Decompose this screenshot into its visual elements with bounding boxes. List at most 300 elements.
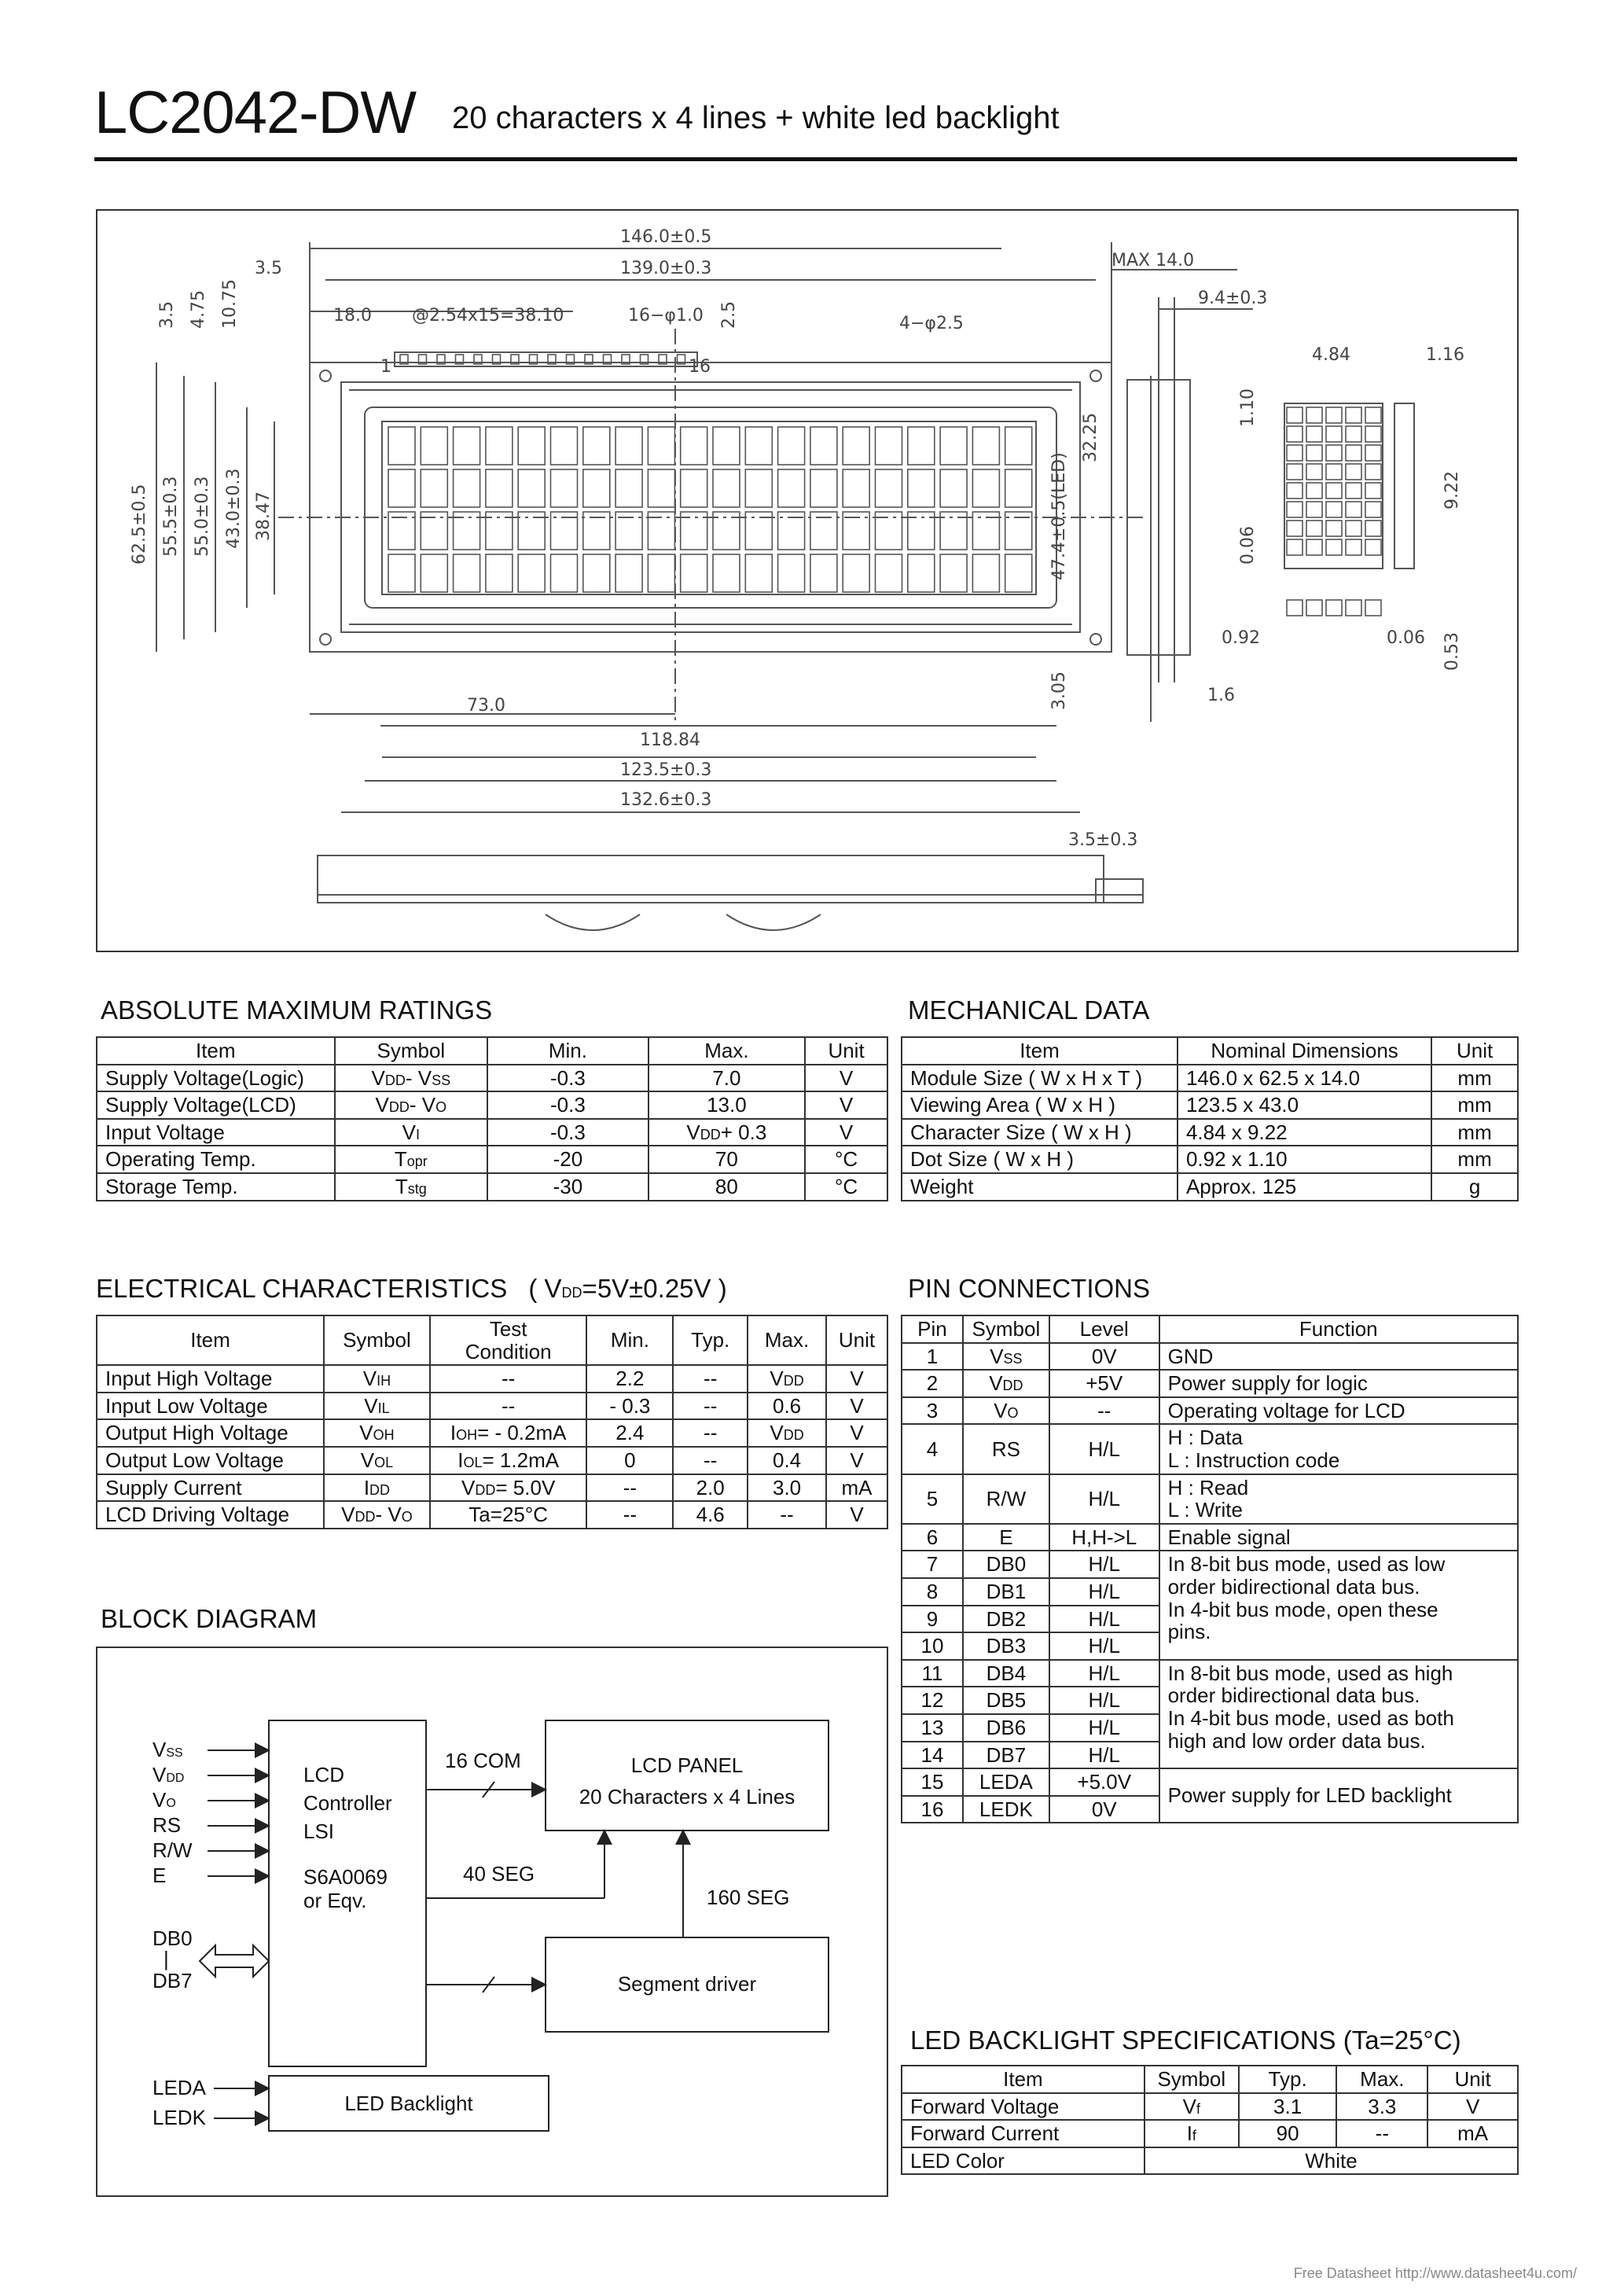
function-line2: L : Write [1167,1498,1243,1522]
level-cell: +5.0V [1049,1768,1159,1796]
table-row [97,1474,887,1502]
sym-main: RS [991,1437,1020,1461]
ledk-label: LEDK [152,2106,206,2129]
item-cell: Input High Voltage [97,1365,324,1393]
header-cell: Max. [648,1037,806,1065]
condition-cell [430,1419,587,1447]
block-diagram [97,1648,887,2195]
header-rule [94,157,1517,161]
item-cell: LCD Driving Voltage [97,1501,324,1529]
seg40-label: 40 SEG [463,1862,535,1886]
typ-cell: -- [673,1393,748,1420]
item-cell: Supply Voltage(LCD) [97,1091,335,1119]
header-line2: Condition [465,1339,552,1363]
table-row [97,1065,887,1092]
unit-cell: V [805,1065,887,1092]
mount-hole-tl [320,370,331,381]
sym-main: DB5 [986,1688,1027,1713]
char-cell [843,427,869,465]
char-cell [908,554,935,592]
pin-cell: 4 [902,1424,963,1474]
symbol-cell [335,1065,488,1092]
header-cell: Function [1159,1315,1518,1343]
dim-94: 9.4±0.3 [1198,289,1268,308]
cond-main: V [461,1475,476,1499]
min-cell: 2.4 [586,1419,673,1447]
max-cell [748,1447,826,1474]
header-cell: Symbol [1145,2066,1239,2093]
level-cell: 0V [1049,1796,1159,1823]
char-cell [876,554,902,592]
controller-line2: Controller [303,1791,392,1815]
cond-sub: OH [456,1427,478,1444]
char-cell [681,554,707,592]
char-cell [778,427,805,465]
mech-title: MECHANICAL DATA [908,995,1150,1025]
mechanical-drawing-frame [96,209,1519,952]
sym-main: T [395,1174,408,1198]
sym-main: I [1186,2121,1192,2146]
level-cell: H/L [1049,1474,1159,1524]
block-diagram-frame [96,1647,888,2197]
char-cell [713,554,740,592]
dot-cell [1365,483,1381,499]
dot-cell [1326,483,1342,499]
function-line: In 4-bit bus mode, open these [1167,1597,1438,1621]
char-cell [421,554,447,592]
dot-cell [1326,445,1342,461]
min-cell: -- [586,1501,673,1529]
color-cell: White [1145,2147,1518,2175]
led-table [901,2065,1519,2175]
dot-cell [1306,539,1322,555]
item-cell: Supply Voltage(Logic) [97,1065,335,1092]
header-cell: Item [902,1037,1178,1065]
function-line: In 8-bit bus mode, used as high [1167,1661,1453,1685]
sym-sub2: O [435,1099,447,1116]
symbol-cell [963,1343,1049,1371]
char-cell [1005,469,1032,507]
char-cell [583,469,610,507]
sym-sub2: SS [432,1072,451,1088]
max-main: V [686,1120,700,1144]
dot-cell [1365,464,1381,480]
cond-pre: ( V [528,1274,562,1303]
level-cell: 0V [1049,1343,1159,1371]
panel-line2: 20 Characters x 4 Lines [579,1785,795,1808]
block-title: BLOCK DIAGRAM [101,1604,318,1633]
mech-table [901,1036,1519,1201]
max-cell [748,1393,826,1420]
char-cell [583,427,610,465]
item-cell: Viewing Area ( W x H ) [902,1091,1178,1119]
char-cell [810,554,837,592]
backlight-label: LED Backlight [344,2092,473,2115]
char-cell [713,427,740,465]
dot-cell [1326,521,1342,536]
sym-main: V [375,1093,389,1117]
unit-cell: V [826,1365,887,1393]
cursor-dot [1346,600,1361,616]
dot-cell [1306,483,1322,499]
dot-cell [1326,464,1342,480]
char-cell [681,427,707,465]
table-row [902,2120,1518,2147]
model-title: LC2042-DW [94,79,417,146]
condition-cell [430,1474,587,1502]
symbol-cell [963,1742,1049,1769]
cursor-dot [1365,600,1381,616]
table-row [902,2147,1518,2175]
footer-watermark: Free Datasheet http://www.datasheet4u.com/ [1293,2265,1577,2281]
cond-sub: DD [475,1481,496,1498]
header-cell: Min. [586,1315,673,1365]
dim-35: 3.5±0.3 [1068,830,1138,850]
header-cell: Pin [902,1315,963,1343]
elec-header-row [97,1315,887,1365]
item-cell: Character Size ( W x H ) [902,1119,1178,1146]
dim-pin-offset: 18.0 [333,306,372,326]
sym-sub: O [1007,1404,1019,1421]
function-line1: H : Data [1167,1426,1243,1450]
table-row [97,1173,887,1201]
sym-sub: IH [377,1373,391,1389]
max-cell [648,1146,806,1173]
pin-cell: 16 [902,1796,963,1823]
dim-c110: 1.10 [1238,388,1258,427]
unit-cell: V [826,1501,887,1529]
input-main: V [152,1763,167,1786]
level-cell: H/L [1049,1742,1159,1769]
min-cell: -0.3 [487,1065,648,1092]
dot-cell [1287,502,1303,517]
header-cell: Symbol [324,1315,430,1365]
symbol-cell [963,1687,1049,1714]
sym-sub: DD [388,1099,410,1116]
input-vss [152,1738,183,1761]
input-e [152,1864,166,1887]
char-cell [518,554,545,592]
dot-cell [1287,445,1303,461]
abs-max-title: ABSOLUTE MAXIMUM RATINGS [101,995,493,1025]
input-rw [152,1838,193,1862]
sym-sub: OL [374,1454,394,1470]
elec-title [96,1274,727,1304]
min-cell: 0 [586,1447,673,1474]
symbol-cell [963,1632,1049,1660]
char-cell [583,554,610,592]
unit-cell: mm [1431,1091,1518,1119]
function-line: high and low order data bus. [1167,1728,1426,1753]
level-cell: -- [1049,1397,1159,1425]
char-cell [486,469,513,507]
header-cell: Level [1049,1315,1159,1343]
com-label: 16 COM [445,1749,521,1772]
char-cell [843,469,869,507]
max-sub: DD [700,1126,721,1142]
header-line1: Test [489,1317,527,1341]
symbol-cell [963,1397,1049,1425]
pin-cell: 2 [902,1370,963,1397]
sym-main: LEDK [979,1797,1033,1821]
dim-edge: 3.5 [255,259,282,278]
header-cell: Unit [1427,2066,1518,2093]
sym-main: DB2 [986,1606,1027,1631]
cursor-cell-detail [1394,403,1414,568]
char-cell [972,554,999,592]
sym-main: R/W [986,1486,1027,1510]
table-row [902,1343,1518,1371]
sym-sub: OH [373,1427,395,1444]
pins-title: PIN CONNECTIONS [908,1274,1151,1303]
char-cell [615,469,642,507]
cursor-dot [1306,600,1322,616]
input-main: V [152,1738,167,1761]
abs-max-table [96,1036,888,1201]
table-row [902,1370,1518,1397]
mount-hole-tr [1090,370,1101,381]
symbol-cell [335,1119,488,1146]
dim-h-total: 62.5±0.5 [130,484,149,565]
dot-cell [1326,502,1342,517]
symbol-cell [963,1796,1049,1823]
item-cell: Forward Current [902,2120,1145,2147]
chip-line2: or Eqv. [303,1889,367,1912]
mechanical-drawing [97,211,1517,951]
sym-main: V [362,1367,377,1391]
input-sub: O [166,1797,176,1810]
symbol-cell [335,1146,488,1173]
item-cell: Input Low Voltage [97,1393,324,1420]
max-cell: 3.3 [1336,2093,1427,2121]
symbol-cell [963,1474,1049,1524]
dot-cell [1365,426,1381,442]
cursor-dot [1287,600,1303,616]
max-cell [748,1474,826,1502]
sym-main: I [363,1475,370,1499]
char-cell [810,427,837,465]
unit-cell: °C [805,1173,887,1201]
chip-line1: S6A0069 [303,1865,388,1889]
level-cell: H/L [1049,1551,1159,1578]
sym-sub: stg [407,1180,427,1197]
max-main: 3.0 [772,1475,802,1499]
table-row [97,1447,887,1474]
dot-cell [1306,502,1322,517]
dot-cell [1346,502,1361,517]
sym-main: DB3 [986,1634,1027,1658]
sym-main2: - V [375,1503,402,1527]
dot-cell [1287,483,1303,499]
typ-cell: 90 [1239,2120,1337,2147]
char-cell [713,469,740,507]
condition-cell: -- [430,1393,587,1420]
pin-cell: 5 [902,1474,963,1524]
table-row [902,1173,1518,1201]
symbol-cell [324,1365,430,1393]
table-row [902,1424,1518,1474]
function-cell [1159,1474,1518,1524]
unit-cell: V [826,1447,887,1474]
char-cell [518,427,545,465]
input-main: R/W [152,1838,193,1862]
input-sub: DD [166,1772,185,1785]
dot-cell [1326,426,1342,442]
input-main: E [152,1864,167,1887]
dim-16: 1.6 [1207,686,1235,705]
table-row [902,1551,1518,1578]
item-cell: Supply Current [97,1474,324,1502]
condition-cell [430,1447,587,1474]
dot-cell [1346,445,1361,461]
symbol-cell [324,1419,430,1447]
dim-1235: 123.5±0.3 [620,760,712,780]
elec-title-cond [528,1274,726,1303]
dot-cell [1365,502,1381,517]
function-cell [1159,1424,1518,1474]
char-cell [486,427,513,465]
char-cell [876,427,902,465]
min-cell: - 0.3 [586,1393,673,1420]
char-cell [388,427,415,465]
seg160-label: 160 SEG [707,1886,790,1909]
function-cell [1159,1660,1518,1768]
controller-line1: LCD [303,1763,345,1786]
table-row [97,1146,887,1173]
char-cell [388,469,415,507]
char-cell [615,427,642,465]
char-cell [972,427,999,465]
input-bar: | [164,1947,169,1970]
char-cell [908,427,935,465]
min-cell: 2.2 [586,1365,673,1393]
pin-cell: 3 [902,1397,963,1425]
cond-main: I [457,1448,464,1472]
header-cell: Max. [1336,2066,1427,2093]
dot-cell [1365,407,1381,423]
item-cell: Operating Temp. [97,1146,335,1173]
pin-cell: 15 [902,1768,963,1796]
max-main: 70 [715,1147,738,1172]
max-main: V [770,1421,784,1445]
function-line: In 4-bit bus mode, used as both [1167,1705,1454,1730]
header-cell: Typ. [673,1315,748,1365]
table-row [902,1091,1518,1119]
sym-main: V [364,1393,378,1418]
max-cell: -- [1336,2120,1427,2147]
dim-w-total: 146.0±0.5 [620,227,712,247]
function-cell [1159,1370,1518,1397]
header-cell: Min. [487,1037,648,1065]
char-cell [940,469,967,507]
sym-main: V [360,1448,375,1472]
sym-sub: DD [384,1072,406,1088]
table-row [902,2093,1518,2121]
max-main: 0.4 [772,1448,802,1472]
header-cell: Unit [805,1037,887,1065]
sym-main: DB1 [986,1579,1027,1603]
dim-pitch: @2.54x15=38.10 [412,306,564,326]
char-cell [940,427,967,465]
unit-cell: V [805,1119,887,1146]
cond-rest: = - 0.2mA [477,1421,567,1445]
symbol-cell [963,1578,1049,1606]
input-vo [152,1788,176,1812]
max-cell [648,1119,806,1146]
symbol-cell [963,1660,1049,1687]
model-subtitle: 20 characters x 4 lines + white led backlight [452,101,1060,135]
unit-cell: V [1427,2093,1518,2121]
cond-sub: OL [463,1454,483,1470]
sym-sub: DD [355,1509,376,1525]
max-main: 80 [715,1174,738,1198]
dot-cell [1346,464,1361,480]
sym-main: DB4 [986,1661,1027,1685]
max-cell [648,1065,806,1092]
level-cell: H/L [1049,1714,1159,1742]
symbol-cell [963,1714,1049,1742]
dim-c484: 4.84 [1312,345,1350,365]
dim-c092: 0.92 [1222,628,1260,648]
char-cell [615,554,642,592]
dimension-cell: 4.84 x 9.22 [1178,1119,1431,1146]
pin1-label: 1 [380,357,391,377]
led-header-row [902,2066,1518,2093]
typ-cell: -- [673,1365,748,1393]
level-cell: H,H->L [1049,1524,1159,1551]
dim-11884: 118.84 [640,730,700,750]
leda-label: LEDA [152,2076,206,2099]
unit-cell: mm [1431,1065,1518,1092]
sym-sub: IL [377,1400,390,1416]
controller-line3: LSI [303,1820,335,1843]
symbol-cell [963,1424,1049,1474]
symbol-cell [324,1447,430,1474]
symbol-cell [963,1524,1049,1551]
char-cell [454,469,480,507]
char-cell [648,427,674,465]
max-cell [648,1173,806,1201]
cond-rest: = 5.0V [495,1475,556,1499]
symbol-cell [963,1370,1049,1397]
max-sub: DD [783,1373,804,1389]
char-cell-detail [1284,403,1383,568]
level-cell: H/L [1049,1606,1159,1633]
min-cell: -0.3 [487,1091,648,1119]
dim-v1075: 10.75 [220,279,240,329]
function-line1: Operating voltage for LCD [1167,1398,1405,1422]
function-line: order bidirectional data bus. [1167,1683,1420,1708]
bidir-bus-arrow [200,1945,269,1977]
sym-sub: DD [369,1481,391,1498]
level-cell: H/L [1049,1687,1159,1714]
function-line: order bidirectional data bus. [1167,1574,1420,1599]
table-row [902,1660,1518,1687]
cursor-dot [1326,600,1342,616]
pins-header-row [902,1315,1518,1343]
char-cell [681,469,707,507]
char-cell [1005,554,1032,592]
header-cell: Unit [826,1315,887,1365]
dot-cell [1346,521,1361,536]
table-row [97,1393,887,1420]
input-main: V [152,1788,167,1812]
table-row [97,1091,887,1119]
symbol-cell [963,1551,1049,1578]
typ-cell: 2.0 [673,1474,748,1502]
header-cell: Unit [1431,1037,1518,1065]
condition-cell: -- [430,1365,587,1393]
